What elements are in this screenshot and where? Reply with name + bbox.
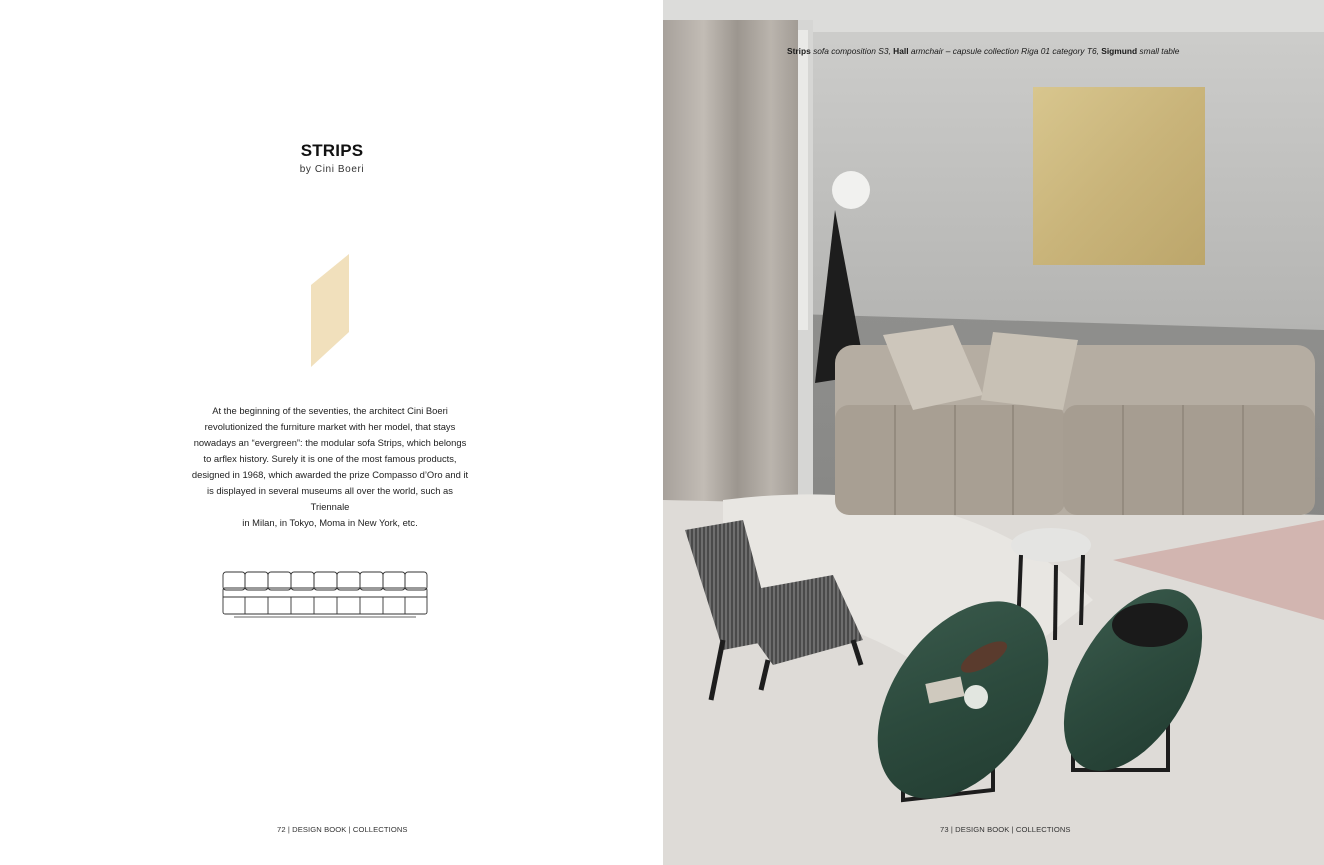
- description-line: is displayed in several museums all over the world, such as Triennale: [207, 485, 453, 512]
- description-line: revolutionized the furniture market with her model, that stays: [204, 421, 456, 432]
- product-designer: by Cini Boeri: [299, 164, 365, 175]
- right-page: [663, 0, 1324, 865]
- description-line: At the beginning of the seventies, the architect Cini Boeri: [212, 405, 448, 416]
- decorative-parallelogram: [305, 250, 355, 372]
- photo-caption: [787, 46, 1179, 56]
- description-line: in Milan, in Tokyo, Moma in New York, etc.: [242, 517, 418, 528]
- interior-photo: [663, 0, 1324, 865]
- product-description: [190, 403, 470, 531]
- caption-desc-strips: sofa composition S3,: [810, 46, 894, 56]
- caption-desc-sigmund: small table: [1137, 46, 1180, 56]
- description-line: to arflex history. Surely it is one of the most famous products,: [203, 453, 457, 464]
- caption-product-hall: Hall: [893, 46, 909, 56]
- sofa-line-drawing: [218, 566, 432, 620]
- caption-desc-hall: armchair – capsule collection Riga 01 category T6,: [908, 46, 1102, 56]
- description-line: designed in 1968, which awarded the prize Compasso d’Oro and it: [191, 469, 469, 480]
- page-number-left: 72 | DESIGN BOOK | COLLECTIONS: [277, 825, 408, 834]
- page-number-right: 73 | DESIGN BOOK | COLLECTIONS: [940, 825, 1071, 834]
- product-title: STRIPS: [300, 141, 364, 160]
- caption-product-strips: Strips: [787, 46, 811, 56]
- description-line: nowadays an “evergreen”: the modular sofa Strips, which belongs: [193, 437, 467, 448]
- caption-product-sigmund: Sigmund: [1101, 46, 1138, 56]
